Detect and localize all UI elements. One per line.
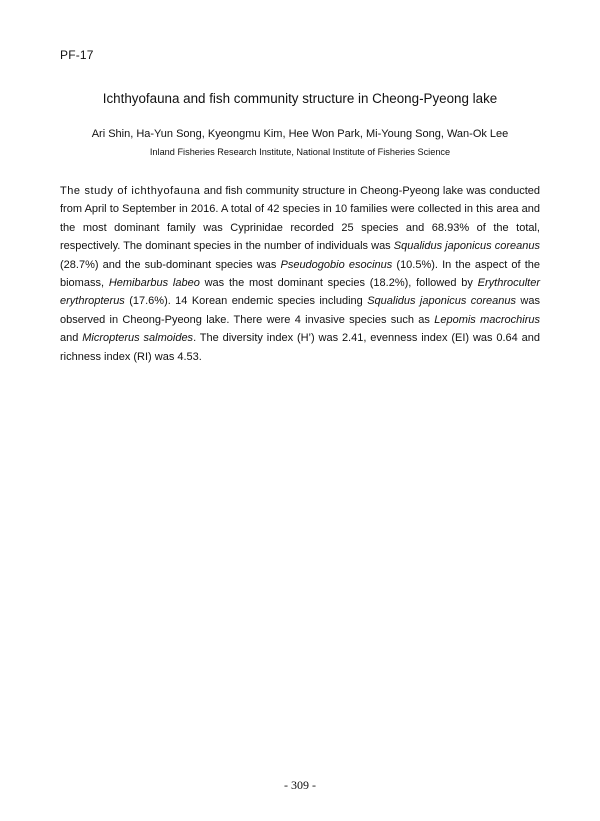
abstract-paragraph [60, 182, 540, 366]
abstract-lead-text: The study of ichthyofauna [60, 185, 201, 197]
species-name: Pseudogobio esocinus [280, 258, 393, 271]
paper-title: Ichthyofauna and fish community structure in Cheong-Pyeong lake [102, 91, 498, 106]
author-list: Ari Shin, Ha-Yun Song, Kyeongmu Kim, Hee Won Park, Mi-Young Song, Wan-Ok Lee [91, 128, 509, 140]
affiliation: Inland Fisheries Research Institute, National Institute of Fisheries Science [149, 147, 451, 157]
species-name: Squalidus japonicus coreanus [393, 240, 541, 253]
abstract-text: was observed in Cheong-Pyeong lake. There were 4 invasive species such as [60, 295, 540, 326]
page-number: - 309 - [284, 778, 316, 792]
abstract-text: was the most dominant species (18.2%), followed by [199, 277, 478, 290]
species-name: Micropterus salmoides [82, 332, 194, 345]
abstract-text: (17.6%). 14 Korean endemic species including [124, 295, 368, 308]
poster-code: PF-17 [60, 48, 94, 62]
abstract-text: (10.5%). In the aspect of the biomass, [60, 258, 540, 290]
abstract-text: (28.7%) and the sub-dominant species was [60, 258, 281, 271]
species-name: Hemibarbus labeo [108, 277, 200, 290]
species-name: Erythroculter erythropterus [60, 277, 540, 308]
species-name: Lepomis macrochirus [434, 313, 540, 326]
abstract-text: and fish community structure in Cheong-Pyeong lake was conducted from April to September in 2016. A total of 42 species in 10 families were collected in this area and the most dominant family was Cyprinidae recorded 25 species and 68.93% of the total, respectively. The dominant species in the number of individuals was [60, 185, 541, 253]
abstract-text: and [60, 332, 83, 345]
species-name: Squalidus japonicus coreanus [367, 295, 517, 308]
abstract-text: . The diversity index (H’) was 2.41, evenness index (EI) was 0.64 and richness index (RI) was 4.53. [60, 332, 540, 363]
abstract-body [60, 182, 540, 366]
